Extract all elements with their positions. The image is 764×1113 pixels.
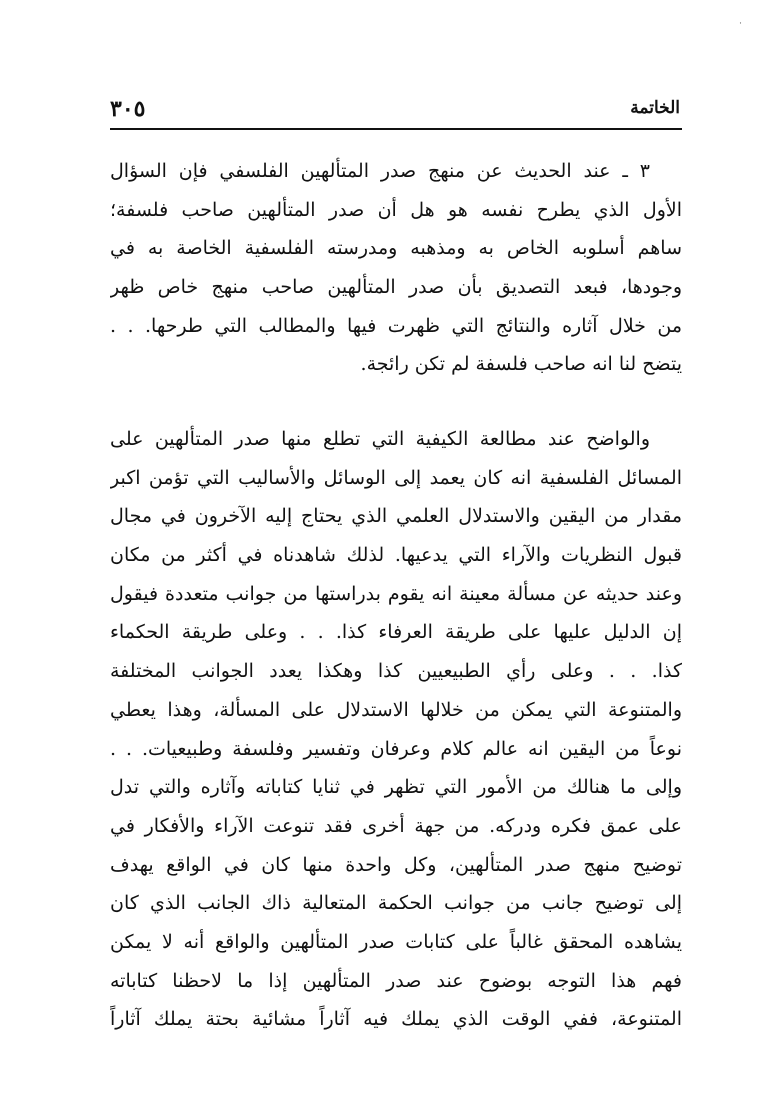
header-divider <box>110 128 682 130</box>
text-line: وجودها، فبعد التصديق بأن صدر المتألهين صاحب منهج خاص ظهر <box>110 276 682 299</box>
paragraph-1 <box>110 152 682 384</box>
text-line: إن الدليل عليها على طريقة العرفاء كذا. . . وعلى طريقة الحكماء <box>110 621 682 644</box>
running-header <box>110 96 680 128</box>
paragraph-2 <box>110 420 682 1039</box>
text-line: فهم هذا التوجه بوضوح عند صدر المتألهين إذا ما لاحظنا كتاباته <box>110 969 682 992</box>
text-line: ٣ ـ عند الحديث عن منهج صدر المتألهين الفلسفي فإن السؤال <box>110 160 650 182</box>
text-line: الأول الذي يطرح نفسه هو هل أن صدر المتألهين صاحب فلسفة؛ <box>110 198 682 221</box>
text-line: إلى توضيح جانب من جوانب الحكمة المتعالية ذاك الجانب الذي كان <box>110 892 682 915</box>
text-line: يتضح لنا انه صاحب فلسفة لم تكن رائجة. <box>360 353 682 376</box>
text-line: المسائل الفلسفية انه كان يعمد إلى الوسائل والأساليب التي تؤمن اكبر <box>110 466 682 489</box>
text-line: مقدار من اليقين والاستدلال العلمي الذي يحتاج إليه الآخرون في مجال <box>110 505 682 528</box>
text-line: يشاهده المحقق غالباً على كتابات صدر المتألهين والواقع أنه لا يمكن <box>110 930 682 953</box>
text-line: قبول النظريات والآراء التي يدعيها. لذلك شاهدناه في أكثر من مكان <box>110 544 682 567</box>
text-line: وعند حديثه عن مسألة معينة انه يقوم بدراستها من جوانب متعددة فيقول <box>110 582 682 605</box>
text-line: والمتنوعة التي يمكن من خلالها الاستدلال على المسألة، وهذا يعطي <box>110 698 682 721</box>
scan-corner-mark: ˙ <box>738 22 743 33</box>
text-line: توضيح منهج صدر المتألهين، وكل واحدة منها كان في الواقع يهدف <box>110 853 682 876</box>
chapter-title: الخاتمة <box>630 98 680 118</box>
text-line: ساهم أسلوبه الخاص به ومذهبه ومدرسته الفلسفية الخاصة به في <box>110 237 682 260</box>
page-number: ٣٠٥ <box>110 96 146 122</box>
text-line: على عمق فكره ودركه. من جهة أخرى فقد تنوعت الآراء والأفكار في <box>110 814 682 837</box>
text-line: نوعاً من اليقين انه عالم كلام وعرفان وتفسير وفلسفة وطبيعيات. . . <box>110 737 682 760</box>
text-line: من خلال آثاره والنتائج التي ظهرت فيها والمطالب التي طرحها. . . <box>110 314 682 337</box>
text-line: كذا. . . وعلى رأي الطبيعيين كذا وهكذا يعدد الجوانب المختلفة <box>110 660 682 683</box>
text-line: والواضح عند مطالعة الكيفية التي تطلع منها صدر المتألهين على <box>110 428 650 450</box>
text-line: المتنوعة، ففي الوقت الذي يملك فيه آثاراً مشائية بحتة يملك آثاراً <box>110 1008 682 1031</box>
text-line: وإلى ما هنالك من الأمور التي تظهر في ثنايا كتاباته وآثاره والتي تدل <box>110 776 682 799</box>
